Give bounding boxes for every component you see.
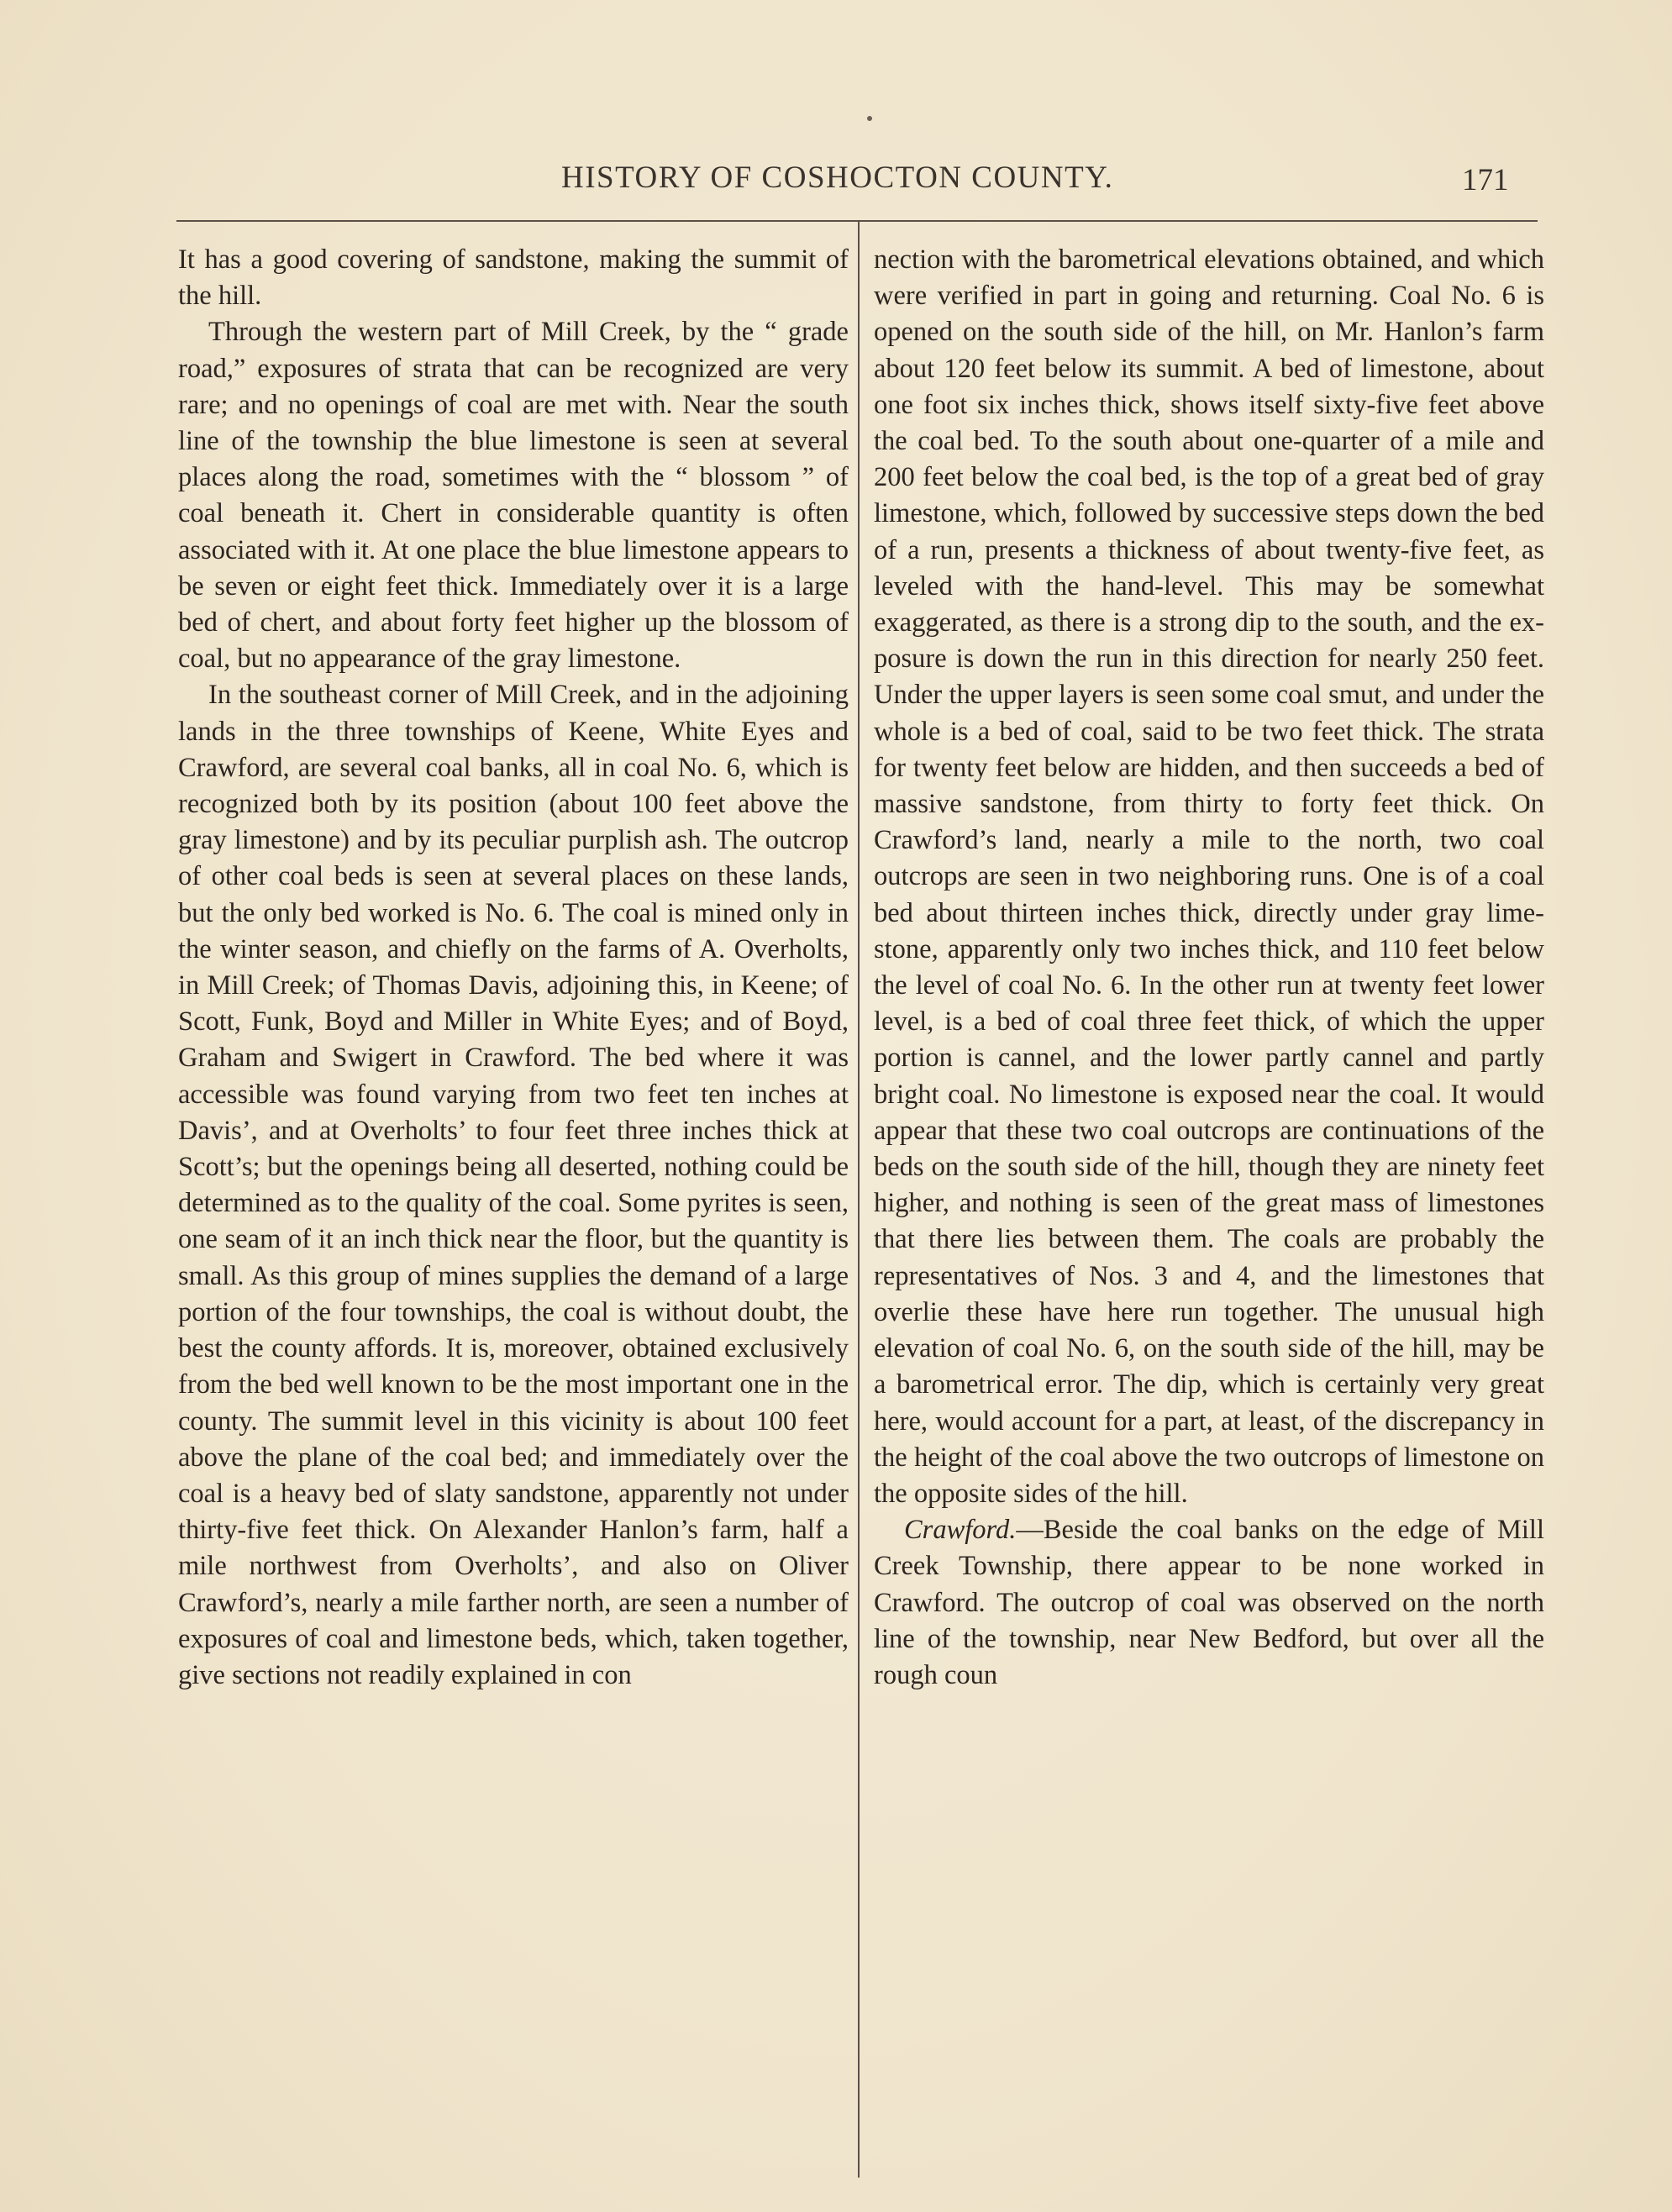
right-column bbox=[874, 242, 1544, 1694]
right-paragraph-2 bbox=[874, 1512, 1544, 1694]
page-number: 171 bbox=[1462, 163, 1509, 197]
section-heading-crawford: Crawford. bbox=[904, 1515, 1017, 1546]
left-paragraph-3: In the southeast corner of Mill Creek, and in the adjoining lands in the three townships of Keene, White Eyes and Crawford, are several coal banks, all in coal No. 6, which is recognized both by its position (about 100 feet above the gray limestone) and by its peculiar purplish ash. The outcrop of other coal beds is seen at several places on these lands, but the only bed worked is No. 6. The coal is mined only in the winter season, and chiefly on the farms of A. Overholts, in Mill Creek; of Thomas Davis, adjoining this, in Keene; of Scott, Funk, Boyd and Miller in White Eyes; and of Boyd, Graham and Swigert in Crawford. The bed where it was accessible was found varying from two feet ten inches at Davis’, and at Overholts’ to four feet three inches thick at Scott’s; but the openings being all deserted, nothing could be determined as to the quality of the coal. Some pyrites is seen, one seam of it an inch thick near the floor, but the quantity is small. As this group of mines supplies the demand of a large portion of the four townships, the coal is without doubt, the best the county affords. It is, moreover, obtained exclusively from the bed well known to be the most important one in the county. The summit level in this vicinity is about 100 feet above the plane of the coal bed; and immediately over the coal is a heavy bed of slaty sandstone, apparently not under thirty-five feet thick. On Alexander Hanlon’s farm, half a mile northwest from Overholts’, and also on Oliver Crawford’s, nearly a mile farther north, are seen a number of exposures of coal and limestone beds, which, taken together, give sections not readily explained in con bbox=[178, 680, 849, 1690]
right-paragraph-1: nection with the barometrical elevations obtained, and which were verified in part in going and returning. Coal No. 6 is opened on the south side of the hill, on Mr. Hanlon’s farm about 120 feet below its summit. A bed of limestone, about one foot six inches thick, shows itself sixty-five feet above the coal bed. To the south about one-quarter of a mile and 200 feet below the coal bed, is the top of a great bed of gray limestone, which, followed by successive steps down the bed of a run, presents a thickness of about twenty-five feet, as leveled with the hand-level. This may be somewhat exaggerated, as there is a strong dip to the south, and the exposure is down the run in this direction for nearly 250 feet. Under the upper layers is seen some coal smut, and under the whole is a bed of coal, said to be two feet thick. The strata for twenty feet below are hidden, and then succeeds a bed of massive sandstone, from thirty to forty feet thick. On Crawford’s land, nearly a mile to the north, two coal outcrops are seen in two neighboring runs. One is of a coal bed about thirteen inches thick, directly under gray limestone, apparently only two inches thick, and 110 feet below the level of coal No. 6. In the other run at twenty feet lower level, is a bed of coal three feet thick, of which the upper portion is cannel, and the lower partly cannel and partly bright coal. No limestone is exposed near the coal. It would appear that these two coal outcrops are continuations of the beds on the south side of the hill, though they are ninety feet higher, and nothing is seen of the great mass of limestones that there lies between them. The coals are probably the representatives of Nos. 3 and 4, and the limestones that overlie these have here run together. The unusual high elevation of coal No. 6, on the south side of the hill, may be a barometrical error. The dip, which is certainly very great here, would account for a part, at least, of the discrepancy in the height of the coal above the two outcrops of limestone on the opposite sides of the hill. bbox=[874, 244, 1544, 1509]
column-divider bbox=[858, 220, 860, 2178]
left-paragraph-1: It has a good covering of sandstone, making the summit of the hill. bbox=[178, 244, 849, 312]
print-speck bbox=[867, 116, 872, 121]
header-rule bbox=[176, 220, 1538, 222]
left-paragraph-2: Through the western part of Mill Creek, by the “ grade road,” exposures of strata that can be recognized are very rare; and no openings of coal are met with. Near the south line of the township the blue limestone is seen at several places along the road, sometimes with the “ blossom ” of coal beneath it. Chert in considerable quantity is often associated with it. At one place the blue limestone appears to be seven or eight feet thick. Immediately over it is a large bed of chert, and about forty feet higher up the blossom of coal, but no appearance of the gray limestone. bbox=[178, 317, 849, 675]
left-column bbox=[178, 242, 849, 1694]
right-paragraph-2-text: —Beside the coal banks on the edge of Mill Creek Township, there appear to be none worked in Crawford. The outcrop of coal was observed on the north line of the township, near New Bedford, but over all the rough coun bbox=[874, 1515, 1544, 1690]
running-head: HISTORY OF COSHOCTON COUNTY. bbox=[561, 160, 1114, 195]
